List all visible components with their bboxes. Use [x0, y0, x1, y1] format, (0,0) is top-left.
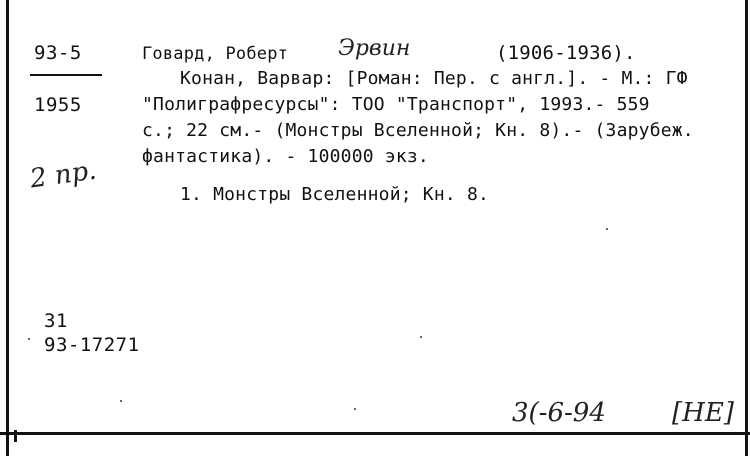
scan-speck: [28, 338, 30, 340]
year-left: 1955: [34, 94, 82, 116]
registry-number: 93-17271: [44, 334, 140, 356]
body-line-3: с.; 22 см.- (Монстры Вселенной; Кн. 8).- (Зарубеж.: [142, 120, 694, 141]
handwritten-stamp: 3(-6-94: [512, 398, 606, 428]
subject-entry: 1. Монстры Вселенной; Кн. 8.: [180, 184, 490, 205]
card-border-bottom: [0, 432, 750, 435]
scan-speck: [420, 336, 422, 338]
body-line-4: фантастика). - 100000 экз.: [142, 146, 429, 167]
handwritten-bracket: [НЕ]: [672, 398, 734, 428]
author-dates: (1906-1936).: [496, 42, 636, 64]
handwritten-margin-note: 2 пр.: [28, 155, 99, 195]
scan-speck: [120, 400, 122, 402]
scan-speck: [354, 408, 356, 410]
call-number: 93-5: [34, 42, 82, 64]
card-corner-mark: [14, 430, 23, 442]
card-border-left: [6, 0, 9, 456]
scan-speck: [606, 228, 608, 230]
body-line-1: Конан, Варвар: [Роман: Пер. с англ.]. - М.: ГФ: [180, 68, 688, 89]
author-name: Говард, Роберт: [142, 44, 289, 64]
body-line-2: "Полиграфресурсы": ТОО "Транспорт", 1993.- 559: [142, 94, 650, 115]
handwritten-patronymic: Эрвин: [338, 36, 411, 61]
card-border-right: [745, 0, 748, 456]
class-code: 31: [44, 310, 68, 332]
call-number-rule: [30, 74, 102, 76]
